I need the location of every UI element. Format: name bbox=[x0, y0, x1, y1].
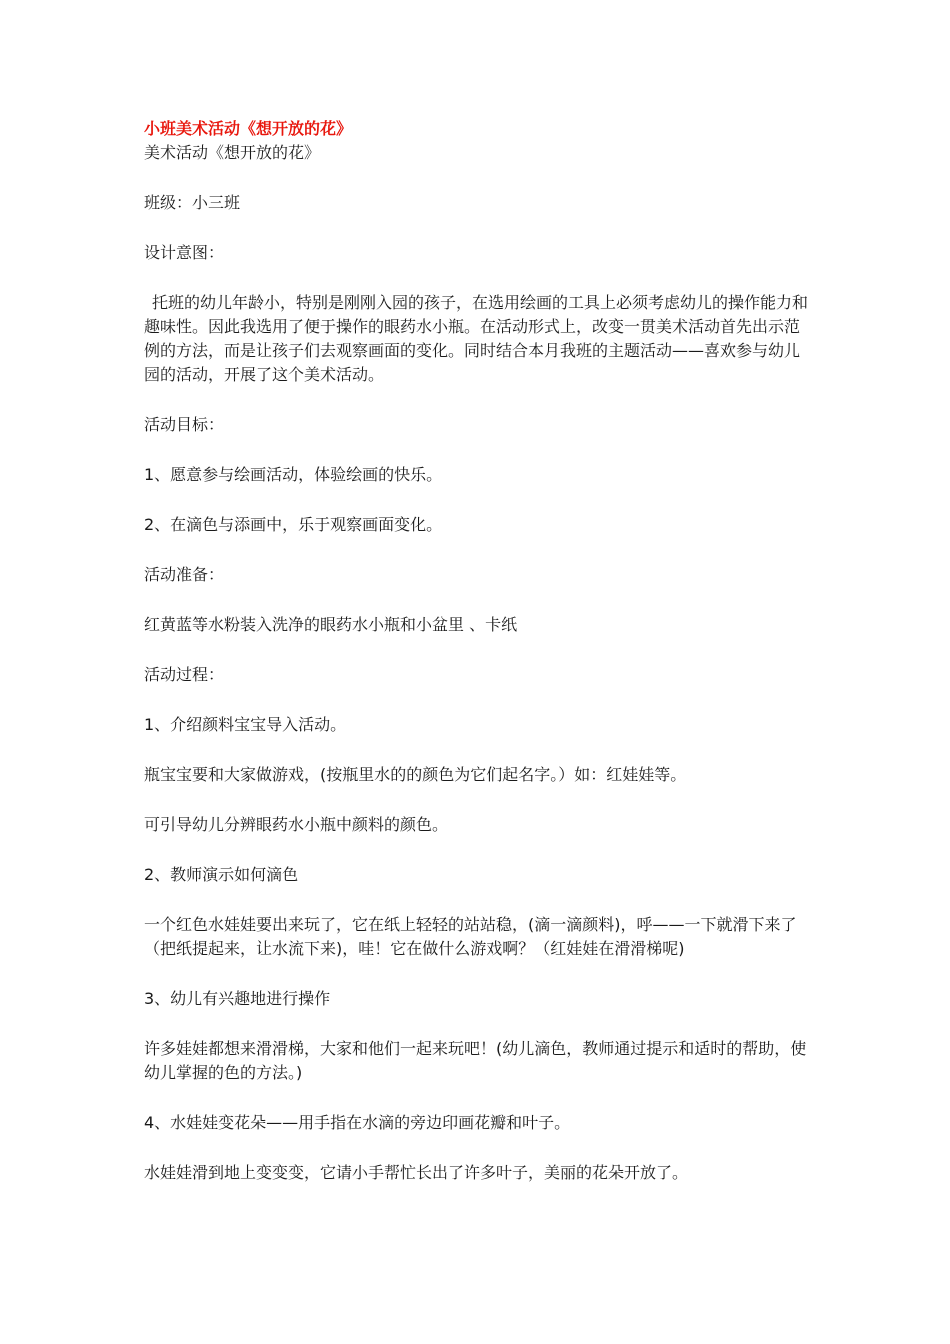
goal-item-1: 1、愿意参与绘画活动，体验绘画的快乐。 bbox=[144, 465, 443, 484]
goals-heading: 活动目标： bbox=[144, 415, 225, 434]
design-paragraph: 托班的幼儿年龄小，特别是刚刚入园的孩子，在选用绘画的工具上必须考虑幼儿的操作能力和趣味性。因此我选用了便于操作的眼药水小瓶。在活动形式上，改变一贯美术活动首先出示范例的方法，而是让孩子们去观察画面的变化。同时结合本月我班的主题活动——喜欢参与幼儿园的活动，开展了这个美术活动。 bbox=[144, 293, 809, 384]
prep-paragraph: 红黄蓝等水粉装入洗净的眼药水小瓶和小盆里 、卡纸 bbox=[144, 615, 518, 634]
step-1-heading: 1、介绍颜料宝宝导入活动。 bbox=[144, 715, 347, 734]
class-line: 班级：小三班 bbox=[144, 193, 241, 212]
step-2-heading: 2、教师演示如何滴色 bbox=[144, 865, 299, 884]
document-title: 小班美术活动《想开放的花》 bbox=[144, 119, 353, 138]
step-4-heading: 4、水娃娃变花朵——用手指在水滴的旁边印画花瓣和叶子。 bbox=[144, 1113, 571, 1132]
step-3-paragraph: 许多娃娃都想来滑滑梯，大家和他们一起来玩吧！(幼儿滴色，教师通过提示和适时的帮助，使幼儿掌握的色的方法。) bbox=[144, 1039, 807, 1082]
goal-item-2: 2、在滴色与添画中，乐于观察画面变化。 bbox=[144, 515, 443, 534]
step-4-paragraph: 水娃娃滑到地上变变变，它请小手帮忙长出了许多叶子，美丽的花朵开放了。 bbox=[144, 1163, 689, 1182]
design-heading: 设计意图： bbox=[144, 243, 225, 262]
step-1-paragraph-a: 瓶宝宝要和大家做游戏，(按瓶里水的的颜色为它们起名字。）如：红娃娃等。 bbox=[144, 765, 687, 784]
process-heading: 活动过程： bbox=[144, 665, 225, 684]
prep-heading: 活动准备： bbox=[144, 565, 225, 584]
step-2-paragraph: 一个红色水娃娃要出来玩了，它在纸上轻轻的站站稳，(滴一滴颜料)，呼——一下就滑下来了（把纸提起来，让水流下来)，哇！它在做什么游戏啊？（红娃娃在滑滑梯呢) bbox=[144, 915, 797, 958]
subtitle: 美术活动《想开放的花》 bbox=[144, 143, 321, 162]
document-body bbox=[144, 117, 812, 1185]
step-1-paragraph-b: 可引导幼儿分辨眼药水小瓶中颜料的颜色。 bbox=[144, 815, 449, 834]
step-3-heading: 3、幼儿有兴趣地进行操作 bbox=[144, 989, 331, 1008]
